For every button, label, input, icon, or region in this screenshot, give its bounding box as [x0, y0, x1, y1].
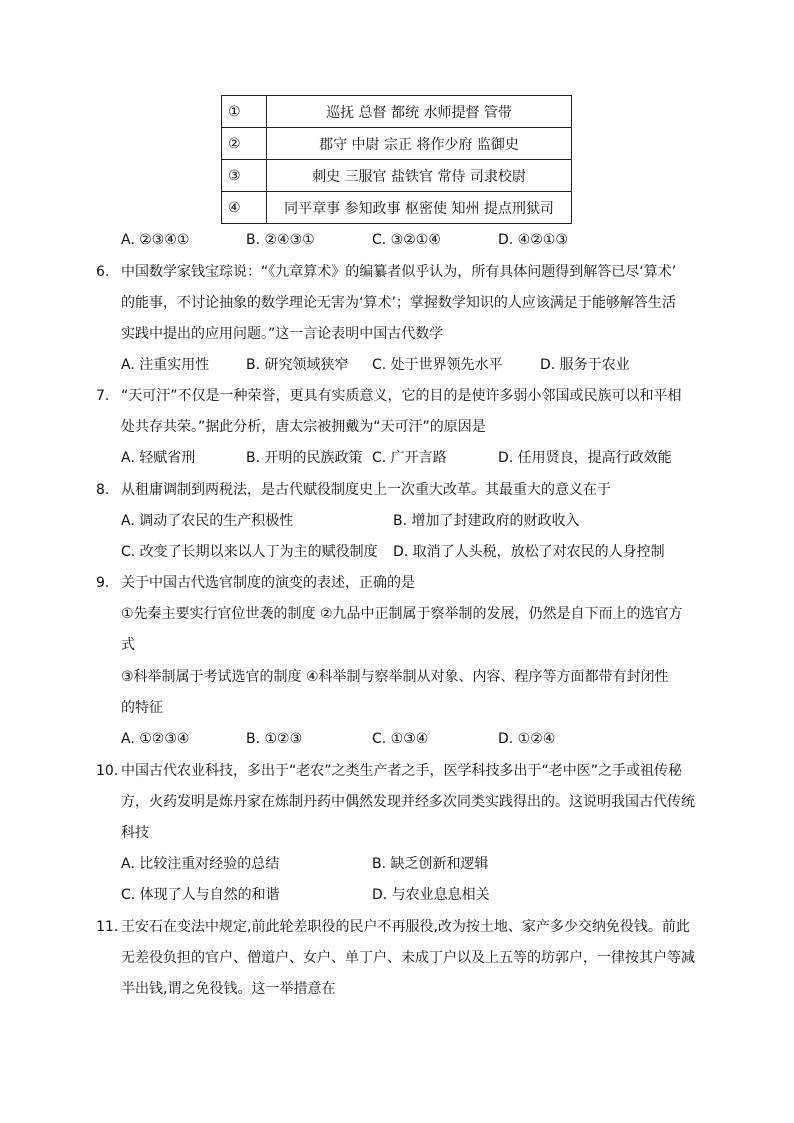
- q5-option-a: A. ②③④①: [121, 232, 190, 248]
- q11-line-1: 王安石在变法中规定,前此轮差职役的民户不再服役,改为按土地、家产多少交纳免役钱。前此: [121, 919, 690, 935]
- q9-number: 9.: [96, 575, 110, 591]
- q9-line-3: 式: [121, 637, 135, 653]
- row-offices: 巡抚 总督 都统 水师提督 管带: [267, 96, 572, 128]
- q11-number: 11.: [96, 919, 119, 935]
- q6-line-2: 的能事，不讨论抽象的数学理论无害为‘算术’；掌握数学知识的人应该满足于能够解答生活: [121, 295, 676, 311]
- q8-option-d: D. 取消了人头税，放松了对农民的人身控制: [393, 544, 665, 560]
- q9-line-1: 关于中国古代选官制度的演变的表述，正确的是: [121, 575, 415, 591]
- q8-option-a: A. 调动了农民的生产积极性: [121, 513, 294, 529]
- q6-line-3: 实践中提出的应用问题。”这一言论表明中国古代数学: [121, 326, 444, 342]
- q9-option-a: A. ①②③④: [121, 731, 190, 747]
- q6-line-1: 中国数学家钱宝琮说：“《九章算术》的编纂者似乎认为，所有具体问题得到解答已尽‘算术’: [121, 264, 677, 280]
- q7-option-d: D. 任用贤良，提高行政效能: [498, 450, 672, 466]
- table-row: [222, 96, 572, 128]
- q6-option-a: A. 注重实用性: [121, 357, 210, 373]
- q6-option-d: D. 服务于农业: [540, 357, 630, 373]
- table-row: [222, 192, 572, 224]
- q9-line-2: ①先秦主要实行官位世袭的制度 ②九品中正制属于察举制的发展，仍然是自下而上的选官方: [121, 606, 683, 622]
- q6-option-b: B. 研究领域狭窄: [246, 357, 349, 373]
- q9-line-4: ③科举制属于考试选官的制度 ④科举制与察举制从对象、内容、程序等方面都带有封闭性: [121, 669, 669, 685]
- q9-option-c: C. ①③④: [372, 731, 429, 747]
- q10-line-3: 科技: [121, 825, 149, 841]
- q7-number: 7.: [96, 388, 110, 404]
- table-row: [222, 160, 572, 192]
- q10-option-d: D. 与农业息息相关: [372, 887, 490, 903]
- row-offices: 同平章事 参知政事 枢密使 知州 提点刑狱司: [267, 192, 572, 224]
- q8-line-1: 从租庸调制到两税法，是古代赋役制度史上一次重大改革。其最重大的意义在于: [121, 482, 611, 498]
- table-row: [222, 128, 572, 160]
- q7-option-c: C. 广开言路: [372, 450, 447, 466]
- row-number: ②: [222, 128, 267, 160]
- q7-line-2: 处共存共荣。”据此分析，唐太宗被拥戴为“天可汗”的原因是: [121, 419, 486, 435]
- row-number: ③: [222, 160, 267, 192]
- q11-line-3: 半出钱,谓之免役钱。这一举措意在: [121, 981, 336, 997]
- q9-line-5: 的特征: [121, 700, 163, 716]
- q5-option-c: C. ③②①④: [372, 232, 441, 248]
- q11-line-2: 无差役负担的官户、僧道户、女户、单丁户、未成丁户以及上五等的坊郭户，一律按其户等减: [121, 950, 695, 966]
- q5-option-d: D. ④②①③: [498, 232, 568, 248]
- q10-number: 10.: [96, 763, 119, 779]
- row-number: ①: [222, 96, 267, 128]
- official-titles-table: [221, 95, 572, 224]
- q10-line-2: 方，火药发明是炼丹家在炼制丹药中偶然发现并经多次同类实践得出的。这说明我国古代传统: [121, 794, 695, 810]
- row-number: ④: [222, 192, 267, 224]
- q10-line-1: 中国古代农业科技，多出于“老农”之类生产者之手，医学科技多出于“老中医”之手或祖传秘: [121, 763, 683, 779]
- q6-option-c: C. 处于世界领先水平: [372, 357, 503, 373]
- q7-option-a: A. 轻赋省刑: [121, 450, 196, 466]
- q10-option-a: A. 比较注重对经验的总结: [121, 856, 280, 872]
- q8-number: 8.: [96, 482, 110, 498]
- q8-option-c: C. 改变了长期以来以人丁为主的赋役制度: [121, 544, 378, 560]
- q6-number: 6.: [96, 264, 110, 280]
- q8-option-b: B. 增加了封建政府的财政收入: [393, 513, 580, 529]
- q7-line-1: “天可汗”不仅是一种荣誉，更具有实质意义，它的目的是使许多弱小邻国或民族可以和平相: [121, 388, 682, 404]
- q5-option-b: B. ②④③①: [246, 232, 315, 248]
- q10-option-c: C. 体现了人与自然的和谐: [121, 887, 280, 903]
- q7-option-b: B. 开明的民族政策: [246, 450, 363, 466]
- row-offices: 郡守 中尉 宗正 将作少府 监御史: [267, 128, 572, 160]
- row-offices: 刺史 三服官 盐铁官 常侍 司隶校尉: [267, 160, 572, 192]
- q9-option-b: B. ①②③: [246, 731, 303, 747]
- q9-option-d: D. ①②④: [498, 731, 556, 747]
- q10-option-b: B. 缺乏创新和逻辑: [372, 856, 489, 872]
